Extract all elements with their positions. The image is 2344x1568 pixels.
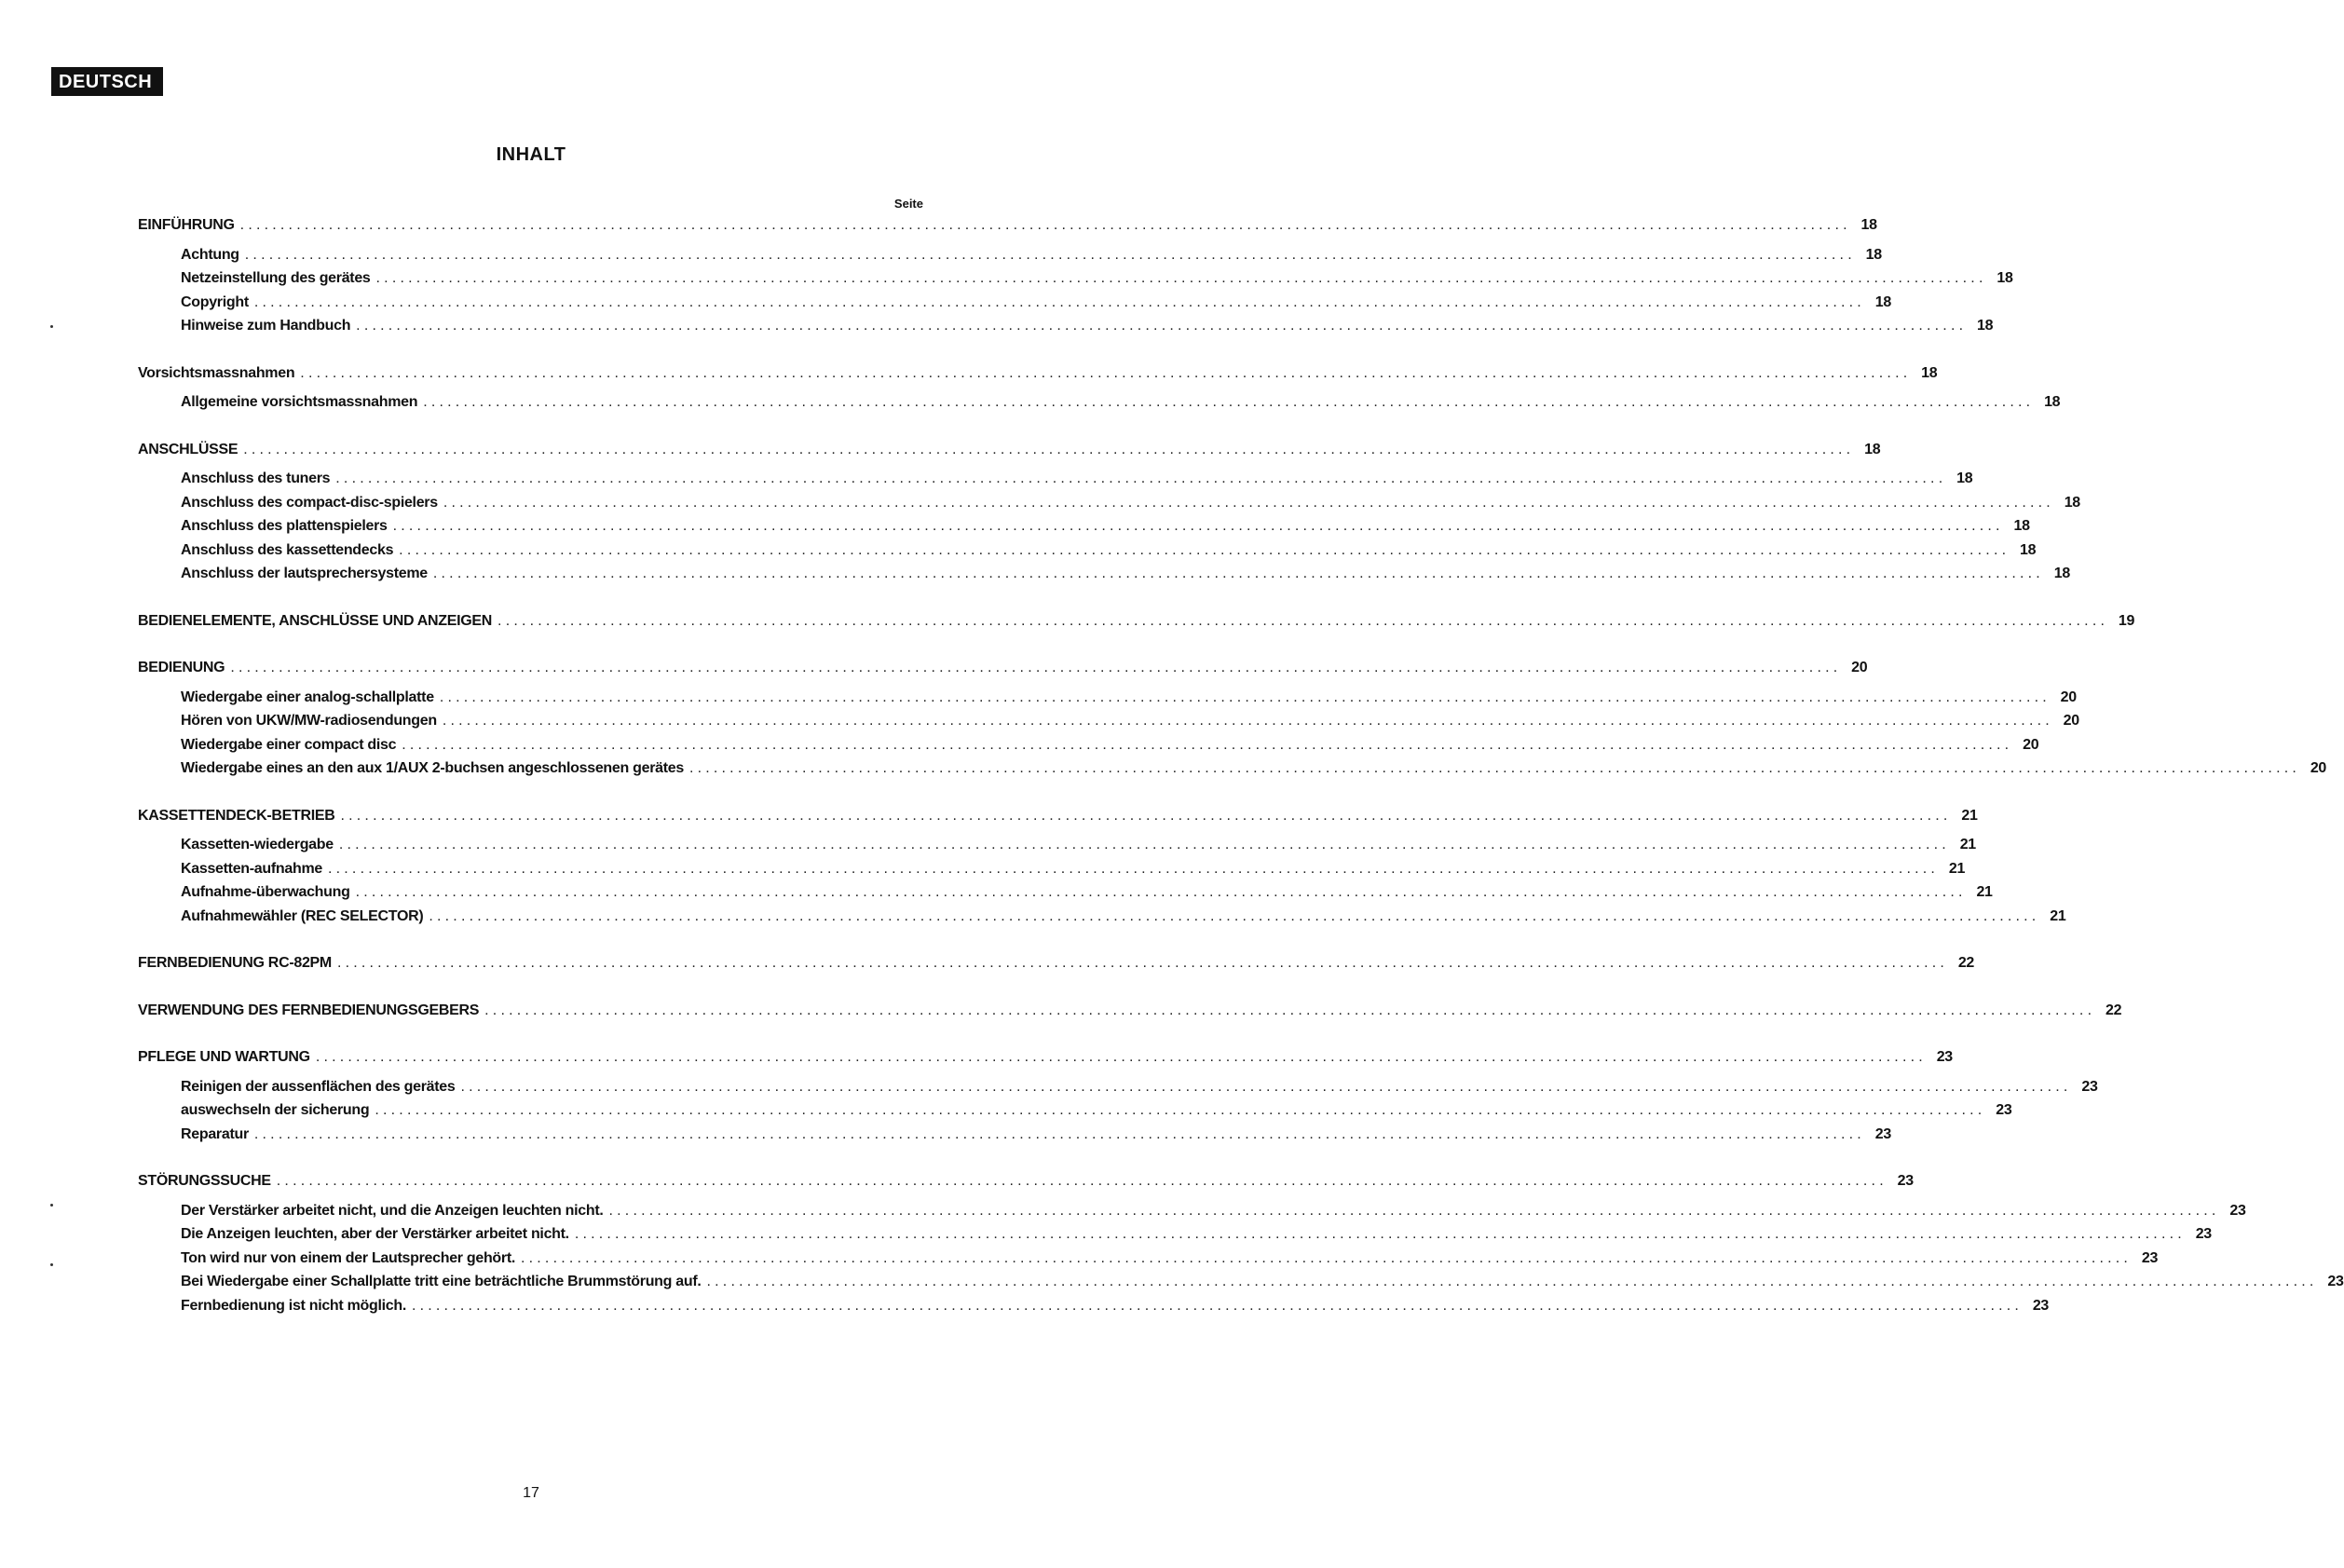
toc-entry-label: Anschluss des tuners	[181, 470, 331, 486]
toc-entry-label: EINFÜHRUNG	[138, 217, 235, 233]
dot-leader: ........................................................................................................................................................................................................	[399, 541, 2010, 558]
toc-entry-label: Aufnahmewähler (REC SELECTOR)	[181, 907, 424, 924]
toc-sub-entry	[138, 689, 2077, 714]
table-of-contents	[138, 217, 2344, 1344]
toc-entry-page: 18	[2053, 566, 2070, 581]
toc-entry-page: 18	[1921, 364, 1938, 381]
toc-section	[138, 612, 2135, 637]
toc-entry-page: 18	[1864, 441, 1881, 457]
toc-section-heading	[138, 364, 1938, 389]
toc-entry-page: 20	[2063, 713, 2079, 729]
toc-sub-entry	[138, 470, 1973, 495]
toc-entry-label: Ton wird nur von einem der Lautsprecher gehört.	[181, 1249, 515, 1266]
toc-entry-page: 23	[1996, 1102, 2012, 1118]
toc-entry-page: 18	[1977, 318, 1994, 334]
toc-section-heading	[138, 612, 2135, 637]
toc-entry-label: Aufnahme-überwachung	[181, 884, 350, 900]
toc-entry-page: 18	[2020, 541, 2037, 558]
toc-entry-label: VERWENDUNG DES FERNBEDIENUNGSGEBERS	[138, 1002, 480, 1018]
toc-entry-page: 23	[2229, 1202, 2246, 1219]
toc-section	[138, 660, 2327, 784]
toc-entry-label: Wiedergabe eines an den aux 1/AUX 2-buchsen angeschlossenen gerätes	[181, 760, 684, 776]
dot-leader: ........................................................................................................................................................................................................	[244, 246, 1856, 263]
toc-entry-label: FERNBEDIENUNG RC-82PM	[138, 955, 332, 971]
toc-section	[138, 217, 2013, 342]
toc-sub-entry	[138, 860, 1966, 885]
toc-entry-label: Kassetten-aufnahme	[181, 860, 322, 877]
toc-sub-entry	[138, 1125, 1891, 1151]
toc-sub-entry	[138, 566, 2070, 590]
dot-leader: ........................................................................................................................................................................................................	[443, 494, 2054, 511]
toc-sub-entry	[138, 1226, 2212, 1250]
dot-leader: ........................................................................................................................................................................................................	[243, 441, 1855, 457]
toc-section	[138, 807, 2066, 933]
dot-leader: ........................................................................................................................................................................................................	[392, 518, 2004, 534]
dot-leader: ........................................................................................................................................................................................................	[375, 270, 1987, 286]
dot-leader: ........................................................................................................................................................................................................	[253, 1125, 1865, 1142]
toc-section	[138, 441, 2080, 590]
toc-entry-label: Fernbedienung ist nicht möglich.	[181, 1297, 406, 1314]
toc-entry-page: 23	[1874, 1125, 1891, 1142]
toc-section-heading	[138, 1002, 2122, 1027]
toc-section-heading	[138, 217, 1877, 241]
toc-entry-label: Anschluss des compact-disc-spielers	[181, 494, 438, 511]
toc-section-heading	[138, 660, 1868, 684]
toc-section	[138, 1173, 2344, 1321]
toc-entry-label: Anschluss des plattenspielers	[181, 518, 388, 534]
toc-section-heading	[138, 1049, 1953, 1073]
toc-entry-page: 21	[1948, 860, 1966, 877]
toc-sub-entry	[138, 884, 1993, 908]
toc-entry-label: Netzeinstellung des gerätes	[181, 270, 371, 286]
dot-leader: ........................................................................................................................................................................................................	[460, 1078, 2072, 1095]
dot-leader: ........................................................................................................................................................................................................	[432, 566, 2044, 581]
toc-entry-page: 18	[1865, 246, 1882, 263]
toc-sub-entry	[138, 1249, 2159, 1275]
toc-entry-label: auswechseln der sicherung	[181, 1102, 370, 1118]
toc-entry-label: Vorsichtsmassnahmen	[138, 364, 295, 381]
dot-leader: ........................................................................................................................................................................................................	[315, 1049, 1927, 1065]
toc-entry-page: 21	[1961, 807, 1978, 824]
toc-entry-label: Die Anzeigen leuchten, aber der Verstärker arbeitet nicht.	[181, 1226, 569, 1242]
dot-leader: ........................................................................................................................................................................................................	[336, 955, 1949, 971]
toc-entry-label: Achtung	[181, 246, 239, 263]
dot-leader: ........................................................................................................................................................................................................	[375, 1102, 1986, 1118]
toc-entry-page: 21	[2050, 907, 2066, 924]
dot-leader: ........................................................................................................................................................................................................	[230, 660, 1842, 675]
page-title: INHALT	[496, 144, 566, 165]
toc-entry-page: 18	[1956, 470, 1973, 486]
toc-entry-label: Reinigen der aussenflächen des gerätes	[181, 1078, 456, 1095]
toc-entry-page: 22	[1957, 955, 1975, 971]
dot-leader: ........................................................................................................................................................................................................	[411, 1297, 2024, 1314]
toc-entry-label: Der Verstärker arbeitet nicht, und die Anzeigen leuchten nicht.	[181, 1202, 604, 1219]
toc-section	[138, 364, 2061, 418]
scan-dot	[50, 1263, 53, 1266]
toc-entry-page: 22	[2106, 1002, 2122, 1018]
toc-entry-page: 20	[2023, 736, 2039, 753]
toc-entry-label: KASSETTENDECK-BETRIEB	[138, 807, 335, 824]
toc-sub-entry	[138, 1297, 2050, 1322]
toc-entry-label: STÖRUNGSSUCHE	[138, 1173, 271, 1189]
dot-leader: ........................................................................................................................................................................................................	[253, 293, 1865, 310]
dot-leader: ........................................................................................................................................................................................................	[402, 736, 2013, 753]
toc-section-heading	[138, 441, 1881, 466]
dot-leader: ........................................................................................................................................................................................................	[300, 364, 1912, 381]
toc-entry-page: 20	[2060, 689, 2077, 705]
dot-leader: ........................................................................................................................................................................................................	[356, 318, 1968, 334]
page-number: 17	[523, 1485, 539, 1501]
dot-leader: ........................................................................................................................................................................................................	[338, 837, 1950, 852]
toc-sub-entry	[138, 246, 1882, 271]
toc-entry-label: BEDIENUNG	[138, 660, 225, 675]
toc-section-heading	[138, 955, 1975, 979]
toc-entry-page: 18	[1874, 293, 1891, 310]
dot-leader: ........................................................................................................................................................................................................	[327, 860, 1940, 877]
toc-sub-entry	[138, 736, 2039, 761]
page-column-header: Seite	[893, 197, 923, 211]
toc-entry-page: 23	[1897, 1173, 1914, 1189]
dot-leader: ........................................................................................................................................................................................................	[484, 1002, 2096, 1018]
scan-dot	[50, 325, 53, 328]
dot-leader: ........................................................................................................................................................................................................	[574, 1226, 2186, 1242]
toc-entry-page: 20	[1851, 660, 1868, 675]
toc-entry-page: 23	[2327, 1274, 2344, 1289]
toc-entry-label: PFLEGE UND WARTUNG	[138, 1049, 310, 1065]
toc-entry-label: BEDIENELEMENTE, ANSCHLÜSSE UND ANZEIGEN	[138, 612, 493, 629]
toc-entry-page: 23	[2032, 1297, 2050, 1314]
toc-entry-page: 18	[2064, 494, 2080, 511]
toc-entry-label: ANSCHLÜSSE	[138, 441, 238, 457]
toc-section-heading	[138, 807, 1978, 832]
toc-entry-page: 23	[1936, 1049, 1953, 1065]
toc-entry-page: 23	[2081, 1078, 2098, 1095]
toc-entry-label: Reparatur	[181, 1125, 249, 1142]
dot-leader: ........................................................................................................................................................................................................	[340, 807, 1952, 824]
dot-leader: ........................................................................................................................................................................................................	[423, 394, 2035, 410]
dot-leader: ........................................................................................................................................................................................................	[706, 1274, 2318, 1289]
dot-leader: ........................................................................................................................................................................................................	[335, 470, 1947, 486]
toc-sub-entry	[138, 1102, 2012, 1126]
toc-entry-label: Allgemeine vorsichtsmassnahmen	[181, 394, 418, 410]
toc-entry-page: 20	[2310, 760, 2327, 776]
toc-sub-entry	[138, 907, 2066, 933]
toc-sub-entry	[138, 1202, 2246, 1227]
toc-sub-entry	[138, 494, 2080, 519]
toc-section	[138, 955, 1975, 979]
dot-leader: ........................................................................................................................................................................................................	[276, 1173, 1887, 1189]
toc-section	[138, 1002, 2122, 1027]
dot-leader: ........................................................................................................................................................................................................	[608, 1202, 2220, 1219]
dot-leader: ........................................................................................................................................................................................................	[429, 907, 2040, 924]
toc-sub-entry	[138, 713, 2079, 737]
toc-section-heading	[138, 1173, 1914, 1197]
dot-leader: ........................................................................................................................................................................................................	[497, 612, 2109, 629]
toc-sub-entry	[138, 270, 2013, 294]
toc-sub-entry	[138, 1274, 2344, 1298]
toc-entry-page: 18	[2044, 394, 2061, 410]
toc-sub-entry	[138, 318, 1994, 342]
toc-entry-page: 23	[2141, 1249, 2159, 1266]
toc-sub-entry	[138, 394, 2061, 418]
scan-dot	[50, 1204, 53, 1207]
dot-leader: ........................................................................................................................................................................................................	[239, 217, 1851, 233]
toc-entry-page: 18	[1860, 217, 1877, 233]
dot-leader: ........................................................................................................................................................................................................	[688, 760, 2301, 776]
toc-entry-label: Copyright	[181, 293, 249, 310]
toc-entry-page: 19	[2118, 612, 2135, 629]
toc-sub-entry	[138, 1078, 2098, 1103]
toc-entry-page: 23	[2195, 1226, 2212, 1242]
toc-entry-page: 21	[1959, 837, 1976, 852]
toc-entry-label: Kassetten-wiedergabe	[181, 837, 334, 852]
toc-sub-entry	[138, 837, 1976, 861]
dot-leader: ........................................................................................................................................................................................................	[521, 1249, 2133, 1266]
toc-entry-page: 21	[1976, 884, 1993, 900]
toc-entry-label: Anschluss des kassettendecks	[181, 541, 394, 558]
toc-entry-label: Wiedergabe einer compact disc	[181, 736, 397, 753]
toc-entry-label: Bei Wiedergabe einer Schallplatte tritt eine beträchtliche Brummstörung auf.	[181, 1274, 702, 1289]
toc-entry-label: Anschluss der lautsprechersysteme	[181, 566, 428, 581]
toc-sub-entry	[138, 760, 2327, 784]
toc-entry-page: 18	[1996, 270, 2013, 286]
dot-leader: ........................................................................................................................................................................................................	[439, 689, 2051, 705]
toc-sub-entry	[138, 541, 2037, 566]
toc-entry-label: Hinweise zum Handbuch	[181, 318, 351, 334]
toc-section	[138, 1049, 2098, 1150]
toc-sub-entry	[138, 293, 1891, 319]
dot-leader: ........................................................................................................................................................................................................	[442, 713, 2053, 729]
dot-leader: ........................................................................................................................................................................................................	[355, 884, 1967, 900]
toc-entry-label: Wiedergabe einer analog-schallplatte	[181, 689, 434, 705]
toc-sub-entry	[138, 518, 2030, 542]
language-label: DEUTSCH	[51, 67, 163, 96]
toc-entry-page: 18	[2013, 518, 2030, 534]
toc-entry-label: Hören von UKW/MW-radiosendungen	[181, 713, 437, 729]
